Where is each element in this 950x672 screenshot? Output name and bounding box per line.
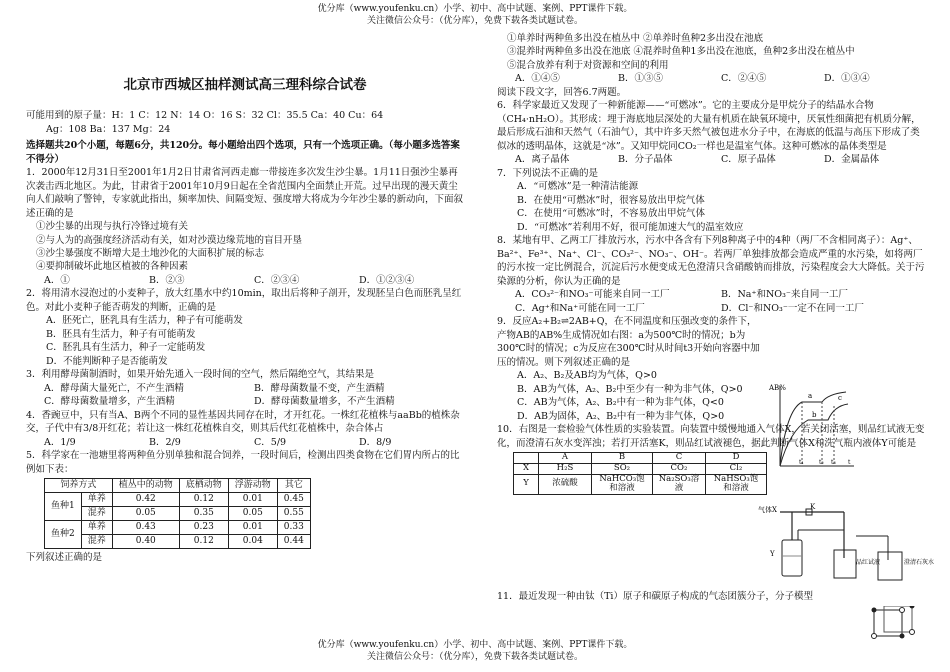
table-row	[45, 521, 311, 535]
table-cell: 0.23	[179, 521, 228, 535]
q4-option-d[interactable]: D．8/9	[359, 436, 392, 448]
fish-label: 鱼种2	[45, 521, 82, 549]
q1-item: ④要抑制破坏此地区植被的各种因素	[36, 261, 189, 273]
q2-option-c[interactable]: C．胚乳具有生活力，种子一定能萌发	[46, 342, 206, 354]
table-cell: 0.04	[228, 535, 277, 549]
table-header-row	[45, 479, 311, 493]
question-3	[26, 368, 464, 408]
limewater-beaker	[878, 552, 902, 580]
question-1	[26, 166, 464, 287]
label-t2: t₂	[819, 459, 824, 466]
table-cell: NaHCO₃饱和溶液	[592, 474, 653, 495]
header-line-2: 关注微信公众号：（优分库），免费下载各类试题试卷。	[366, 15, 583, 26]
q6-option-b[interactable]: B．分子晶体	[618, 154, 673, 166]
magenta-test-tube	[834, 550, 856, 578]
label-a: a	[808, 392, 813, 400]
q7-stem: 7．下列说法不正确的是	[497, 167, 599, 179]
table-cell: 0.43	[112, 521, 179, 535]
q9-graph	[768, 380, 856, 472]
table-cell: Y	[514, 474, 539, 495]
q10-apparatus	[758, 500, 938, 586]
header-line-1: 优分库（www.youfenku.cn）小学、初中、高中试题、案例、PPT课件下载。	[317, 4, 633, 14]
table-cell: C	[653, 453, 706, 464]
atom	[910, 630, 915, 635]
exam-title: 北京市西城区抽样测试高三理科综合试卷	[123, 77, 367, 93]
table-header: 浮游动物	[228, 479, 277, 493]
q11-stem: 11．最近发现一种由钛（Ti）原子和碳原子构成的气态团簇分子，分子模型	[497, 591, 813, 602]
table-cell: 0.42	[112, 493, 179, 507]
table-cell: Na₂SO₃溶液	[653, 474, 706, 495]
table-header: 饲养方式	[45, 479, 113, 493]
question-10	[497, 423, 927, 495]
q10-stem: 10．右图是一套检验气体性质的实验装置。向装置中缓慢地通入气体X，若关闭活塞，则品红试液无变化，而澄清石灰水变浑浊；若打开活塞K，则品红试液褪色，据此判断气体X和洗气瓶内液体Y可能是	[497, 424, 925, 449]
table-cell: A	[539, 453, 592, 464]
q8-option-d[interactable]: D．Cl⁻和NO₃⁻一定不在同一工厂	[721, 302, 864, 314]
q4-option-b[interactable]: B．2/9	[149, 436, 181, 448]
curve-a	[780, 392, 846, 466]
table-row	[514, 474, 767, 495]
q9-option-a[interactable]: A．A₂、B₂及AB均为气体，Q>0	[517, 370, 657, 382]
table-cell: D	[706, 453, 767, 464]
limewater-label: 澄清石灰水	[904, 559, 935, 566]
table-cell: 0.12	[179, 535, 228, 549]
table-cell: NaHSO₃饱和溶液	[706, 474, 767, 495]
liquid-y-label: Y	[770, 550, 775, 558]
table-cell: 0.01	[228, 521, 277, 535]
page-header	[0, 4, 950, 27]
q8-option-b[interactable]: B．Na⁺和NO₃⁻来自同一工厂	[721, 289, 848, 301]
table-cell: 0.05	[228, 507, 277, 521]
table-row	[514, 463, 767, 474]
y-axis-label: AB%	[769, 384, 786, 392]
q7-option-d[interactable]: D．“可燃冰”若利用不好，很可能加速大气的温室效应	[517, 221, 744, 233]
table-cell: X	[514, 463, 539, 474]
q1-option-a[interactable]: A．①	[44, 274, 70, 286]
q5-item: ③混养时两种鱼多出没在池底 ④混养时鱼种1多出没在池底，鱼种2多出没在植丛中	[507, 46, 855, 58]
question-4	[26, 409, 464, 449]
table-cell: CO₂	[653, 463, 706, 474]
q6-option-c[interactable]: C．原子晶体	[721, 154, 776, 166]
atom	[872, 608, 877, 613]
q4-stem: 4．香豌豆中，只有当A、B两个不同的显性基因共同存在时，才开红花。一株红花植株与aaBb的植株杂交，子代中有3/8开红花；若让这一株红花植株自交，则其后代红花植株中，杂合体占	[26, 409, 460, 435]
q10-table	[513, 452, 767, 495]
q1-stem: 1．2000年12月31日至2001年1月2日甘肃省河西走廊一带接连多次发生沙尘暴。1月11日强沙尘暴再次袭击西北地区。为此，甘肃省于2001年10月9日起在全省范围内全面禁止开荒。过早出现的漫天黄尘向人们敲响了警钟，专家就此指出，频率加快、间隔变短、强度增大将成为今年沙尘暴的新动向，下面叙述正确的是	[26, 167, 464, 219]
q5-option-b[interactable]: B．①③⑤	[618, 73, 663, 85]
label-t1: t₁	[799, 459, 804, 466]
wash-bottle	[782, 540, 802, 576]
table-cell: 0.35	[179, 507, 228, 521]
q8-stem: 8．某地有甲、乙两工厂排放污水，污水中各含有下列8种离子中的4种（两厂不含相同离子）：Ag⁺、Ba²⁺、Fe³⁺、Na⁺、Cl⁻、CO₃²⁻、NO₃⁻、OH⁻。若两厂单独排放都会造成严重的水污染，如将两厂的污水按一定比例混合，沉淀后污水便变成无色澄清只含硝酸钠而排放，污染程度会大大降低。关于污染源的分析，你认为正确的是	[497, 235, 925, 287]
table-row	[514, 453, 767, 464]
table-cell: 0.05	[112, 507, 179, 521]
q9-stem: 9．反应A₂+B₂⇌2AB+Q，在不同温度和压强改变的条件下，产物AB的AB%生成情况如右图：a为500℃时的情况；b为300℃时的情况；c为反应在300℃时从时间t3开始向容器中加压的情况。则下列叙述正确的是	[497, 316, 760, 368]
table-cell: 0.55	[277, 507, 310, 521]
q6-option-a[interactable]: A．离子晶体	[515, 154, 570, 166]
q7-option-a[interactable]: A．“可燃冰”是一种清洁能源	[517, 181, 639, 193]
atomic-mass-line: 可能用到的原子量：H：1 C：12 N：14 O：16 S：32 Cl：35.5 Ca：40 Cu：64	[26, 110, 384, 122]
table-cell: 0.33	[277, 521, 310, 535]
instructions: 选择题共20个小题，每题6分，共120分。每小题给出四个选项，只有一个选项正确。（每小题多选答案不得分）	[26, 140, 460, 165]
q3-option-b[interactable]: B．酵母菌数量不变，产生酒精	[254, 382, 385, 394]
gas-x-label: 气体X	[758, 506, 777, 514]
table-row	[45, 535, 311, 549]
table-row	[45, 507, 311, 521]
q5-stem: 5．科学家在一池塘里将两种鱼分别单独和混合饲养，一段时间后，检测出四类食物在它们胃内所占的比例如下表：	[26, 450, 460, 475]
question-7	[497, 167, 927, 234]
q5-option-a[interactable]: A．①④⑤	[515, 73, 560, 85]
footer-line-2: 关注微信公众号：（优分库），免费下载各类试题试卷。	[366, 651, 583, 662]
q3-option-c[interactable]: C．酵母菌数量增多，产生酒精	[44, 396, 175, 408]
table-header: 植丛中的动物	[112, 479, 179, 493]
q6-option-d[interactable]: D．金属晶体	[824, 154, 880, 166]
magenta-label: 品红试液	[856, 559, 881, 566]
q8-option-a[interactable]: A．CO₃²⁻和NO₃⁻可能来自同一工厂	[515, 289, 670, 301]
q8-option-c[interactable]: C．Ag⁺和Na⁺可能在同一工厂	[515, 302, 645, 314]
q11-molecule-model	[868, 606, 920, 640]
table-cell: 0.40	[112, 535, 179, 549]
q1-options	[26, 274, 464, 287]
q1-option-c[interactable]: C．②③④	[254, 274, 300, 286]
q5-after: 下列叙述正确的是	[26, 552, 103, 564]
table-cell: 0.44	[277, 535, 310, 549]
table-cell	[514, 453, 539, 464]
q5-item: ⑤混合放养有利于对资源和空间的利用	[507, 59, 669, 71]
table-cell: 混养	[81, 507, 112, 521]
question-6	[497, 99, 927, 166]
q5-option-d[interactable]: D．①③④	[824, 73, 870, 85]
fish-label: 鱼种1	[45, 493, 82, 521]
q1-item: ②与人为的高强度经济活动有关，如对沙漠边缘荒地的盲目开垦	[36, 234, 303, 246]
q7-option-b[interactable]: B．在使用“可燃冰”时，很容易放出甲烷气体	[517, 194, 705, 206]
label-c: c	[838, 394, 842, 402]
q5-food-table	[44, 478, 311, 549]
q9-option-c[interactable]: C．AB为气体，A₂、B₂中有一种为非气体，Q<0	[517, 397, 724, 409]
q5-continued	[497, 32, 927, 86]
table-header: 其它	[277, 479, 310, 493]
label-b: b	[812, 411, 817, 419]
page-footer	[0, 640, 950, 663]
question-5	[26, 449, 464, 564]
q2-stem: 2．将用清水浸泡过的小麦种子，放大红墨水中约10min，取出后将种子剖开，发现胚呈白色而胚乳呈红色。对此小麦种子能否萌发的判断，正确的是	[26, 288, 462, 313]
atom	[900, 634, 905, 639]
q7-option-c[interactable]: C．在使用“可燃冰”时，不容易放出甲烷气体	[517, 208, 705, 220]
q4-option-c[interactable]: C．5/9	[254, 436, 287, 448]
table-cell: 浓硫酸	[539, 474, 592, 495]
atom	[872, 634, 877, 639]
right-column	[497, 32, 927, 495]
footer-line-1: 优分库（www.youfenku.cn）小学、初中、高中试题、案例、PPT课件下载。	[317, 640, 633, 650]
table-cell: Cl₂	[706, 463, 767, 474]
q3-stem: 3．利用酵母菌制酒时，如果开始先通入一段时间的空气，然后隔绝空气，其结果是	[26, 369, 375, 381]
q2-option-a[interactable]: A．胚死亡，胚乳具有生活力，种子有可能萌发	[46, 315, 243, 327]
q9-option-b[interactable]: B．AB为气体，A₂、B₂中至少有一种为非气体，Q>0	[517, 383, 743, 395]
q9-option-d[interactable]: D．AB为固体，A₂、B₂中有一种为非气体，Q>0	[517, 410, 725, 422]
table-row	[45, 493, 311, 507]
q1-option-d[interactable]: D．①②③④	[359, 274, 415, 286]
table-cell: B	[592, 453, 653, 464]
q3-option-d[interactable]: D．酵母菌数量增多，不产生酒精	[254, 396, 395, 408]
table-cell: 0.45	[277, 493, 310, 507]
table-cell: H₂S	[539, 463, 592, 474]
left-column	[26, 32, 464, 565]
table-cell: 0.01	[228, 493, 277, 507]
q2-option-b[interactable]: B．胚具有生活力，种子有可能萌发	[46, 328, 196, 340]
q5-option-c[interactable]: C．②④⑤	[721, 73, 767, 85]
table-cell: 单养	[81, 493, 112, 507]
q2-option-d[interactable]: D．不能判断种子是否能萌发	[46, 355, 168, 367]
table-cell: 混养	[81, 535, 112, 549]
atom	[900, 608, 905, 613]
table-cell: 单养	[81, 521, 112, 535]
q1-option-b[interactable]: B．②③	[149, 274, 185, 286]
label-t3: t₃	[831, 459, 836, 466]
q6-stem: 6．科学家最近又发现了一种新能源——“可燃冰”。它的主要成分是甲烷分子的结晶水合物（CH₄·nH₂O）。其形成：埋于海底地层深处的大量有机质在缺氧环境中，厌氧性细菌把有机质分解，最后形成石油和天然气（石油气），其中许多天然气被包进水分子中，在海底的低温与高压下形成了类似冰的透明晶体，这就是“冰”。又知甲烷同CO₂一样也是温室气体。这种可燃冰的晶体类型是	[497, 100, 921, 152]
label-t: t	[848, 459, 851, 466]
question-8	[497, 234, 927, 315]
q3-option-a[interactable]: A．酵母菌大量死亡，不产生酒精	[44, 382, 184, 394]
table-header: 底栖动物	[179, 479, 228, 493]
reading-instruction: 阅读下段文字，回答6.7两题。	[497, 86, 627, 98]
question-2	[26, 287, 464, 368]
q5-item: ①单养时两种鱼多出没在植丛中 ②单养时鱼种2多出没在池底	[507, 33, 764, 44]
q1-item: ③沙尘暴强度不断增大是土地沙化的大面积扩展的标志	[36, 248, 265, 259]
atom	[910, 606, 915, 609]
q1-item: ①沙尘暴的出现与执行冷锋过境有关	[36, 221, 189, 233]
table-cell: SO₂	[592, 463, 653, 474]
atomic-mass-line-2: Ag：108 Ba：137 Mg：24	[46, 123, 171, 135]
valve-k-label: K	[810, 503, 816, 511]
q4-option-a[interactable]: A．1/9	[44, 436, 76, 448]
question-9	[497, 315, 927, 423]
table-cell: 0.12	[179, 493, 228, 507]
